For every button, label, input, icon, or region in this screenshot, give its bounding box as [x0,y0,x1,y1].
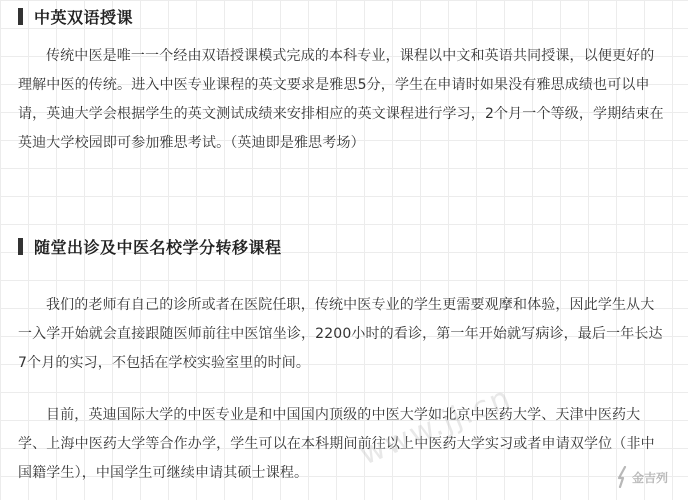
section-heading-bilingual [18,5,133,27]
section-paragraph: 我们的老师有自己的诊所或者在医院任职，传统中医专业的学生更需要观摩和体验，因此学生从大一入学开始就会直接跟随医师前往中医馆坐诊，2200小时的看诊，第一年开始就写病诊，最后一年长达7个月的实习，不包括在学校实验室里的时间。 [18,297,663,371]
watermark-text: www.jj.cn [355,380,517,473]
section-paragraph: 传统中医是唯一一个经由双语授课模式完成的本科专业，课程以中文和英语共同授课，以便更好的理解中医的传统。进入中医专业课程的英文要求是雅思5分，学生在申请时如果没有雅思成绩也可以申请，英迪大学会根据学生的英文测试成绩来安排相应的英文课程进行学习，2个月一个等级，学期结束在英迪大学校园即可参加雅思考试。（英迪即是雅思考场） [18,48,664,151]
section-heading-clinic-transfer [18,235,282,257]
logo-mark-icon [614,466,630,488]
section-title: 随堂出诊及中医名校学分转移课程 [34,237,282,257]
section-paragraph: 目前，英迪国际大学的中医专业是和中国国内顶级的中医大学如北京中医药大学、天津中医药大学、上海中医药大学等合作办学，学生可以在本科期间前往以上中医药大学实习或者申请双学位（非中国籍学生），中国学生可继续申请其硕士课程。 [18,407,655,481]
brand-logo [614,466,668,488]
heading-marker-bar [18,8,23,25]
heading-marker-bar [18,238,23,255]
section-title: 中英双语授课 [34,7,134,27]
logo-text: 金吉列 [632,470,669,485]
